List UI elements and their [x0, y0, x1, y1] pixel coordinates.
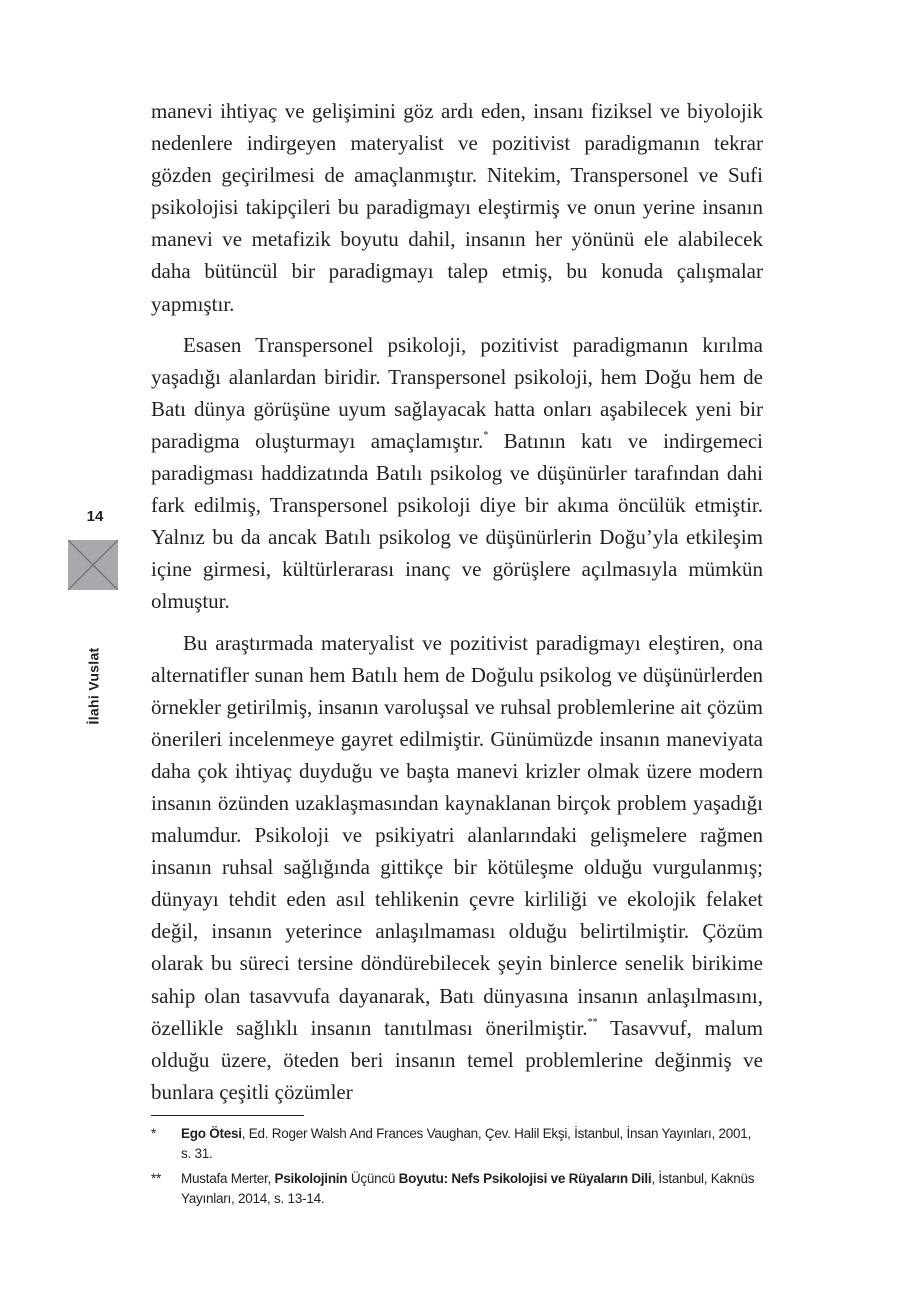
footnote-ref-2[interactable]: ** — [587, 1016, 598, 1028]
paragraph-3 — [151, 627, 763, 1108]
footnote-divider — [151, 1115, 304, 1116]
footnote-2-title-mid: Üçüncü — [347, 1171, 399, 1186]
paragraph-1-text: manevi ihtiyaç ve gelişimini göz ardı eden, insanı fiziksel ve biyolojik nedenlere indirgeyen materyalist ve pozitivist paradigmanın tekrar gözden geçirilmesi de amaçlanmıştır. Nitekim, Transpersonel ve Sufi psikolojisi takipçileri bu paradigmayı eleştirmiş ve onun yerine insanın manevi ve metafizik boyutu dahil, insanın her yönünü ele alabilecek daha bütüncül bir paradigmayı talep etmiş, bu konuda çalışmalar yapmıştır. — [151, 99, 763, 316]
paragraph-2 — [151, 329, 763, 618]
footnote-ref-1[interactable]: * — [483, 429, 489, 441]
footnote-1-symbol: * — [151, 1126, 157, 1141]
running-title — [81, 646, 105, 726]
paragraph-2-text-cont: Batının katı ve indirgemeci paradigması haddizatında Batılı psikolog ve düşünürler tarafından dahi fark edilmiş, Transpersonel psikoloji diye bir akıma öncülük etmiştir. Yalnız bu da ancak Batılı psikolog ve düşünürlerin Doğu’yla etkileşim içine girmesi, kültürlerarası inanç ve görüşlere açılmasıyla mümkün olmuştur. — [151, 428, 763, 614]
footnote-1-citation: , Ed. Roger Walsh And Frances Vaughan, Çev. Halil Ekşi, İstanbul, İnsan Yayınları, 2001, s. 31. — [181, 1126, 752, 1161]
paragraph-1 — [151, 95, 763, 320]
footnote-2-citation: , İstanbul, Kaknüs Yayınları, 2014, s. 13-14. — [181, 1171, 755, 1206]
running-title-text: İlahi Vuslat — [85, 647, 101, 725]
paragraph-3-text: Bu araştırmada materyalist ve pozitivist paradigmayı eleştiren, ona alternatifler sunan hem Batılı hem de Doğulu psikolog ve düşünürlerden örnekler getirilmiş, insanın varoluşsal ve ruhsal problemlerine ait çözüm önerileri incelenmeye gayret edilmiştir. Günümüzde insanın maneviyata daha çok ihtiyaç duyduğu ve başta manevi krizler olmak üzere modern insanın özünden uzaklaşmasından kaynaklanan birçok problem yaşadığı malumdur. Psikoloji ve psikiyatri alanlarındaki gelişmelere rağmen insanın ruhsal sağlığında gittikçe bir kötüleşme olduğu vurgulanmış; dünyayı tehdit eden asıl tehlikenin çevre kirliliği ve ekolojik felaket değil, insanın yeterince anlaşılmaması olduğu belirtilmiştir. Çözüm olarak bu süreci tersine döndürebilecek şeyin binlerce senelik birikime sahip olan tasavvufa dayanarak, Batı dünyasına insanın anlaşılmasını, özellikle sağlıklı insanın tanıtılması önerilmiştir. — [151, 630, 763, 1040]
footnote-2-symbol: ** — [151, 1171, 162, 1186]
page-number: 14 — [86, 508, 104, 525]
paragraph-2-text: Esasen Transpersonel psikoloji, pozitivist paradigmanın kırılma yaşadığı alanlardan biridir. Transpersonel psikoloji, hem Doğu hem de Batı dünya görüşüne uyum sağlayacak hatta onları aşabilecek yeni bir paradigma oluşturmayı amaçlamıştır. — [151, 332, 763, 453]
footnote-1-title: Ego Ötesi — [181, 1126, 242, 1141]
main-text — [151, 95, 763, 1108]
paragraph-3-text-cont: Tasavvuf, malum olduğu üzere, öteden beri insanın temel problemlerine değinmiş ve bunlara çeşitli çözümler — [151, 1015, 763, 1104]
footnote-2 — [151, 1169, 763, 1209]
footnote-2-title-part-2: Boyutu: Nefs Psikolojisi ve Rüyaların Dili — [398, 1171, 652, 1186]
footnotes — [151, 1124, 763, 1214]
crossed-box-emblem — [68, 540, 118, 590]
footnote-1 — [151, 1124, 763, 1164]
footnote-2-title-part-1: Psikolojinin — [274, 1171, 348, 1186]
footnote-2-author: Mustafa Merter, — [181, 1171, 275, 1186]
